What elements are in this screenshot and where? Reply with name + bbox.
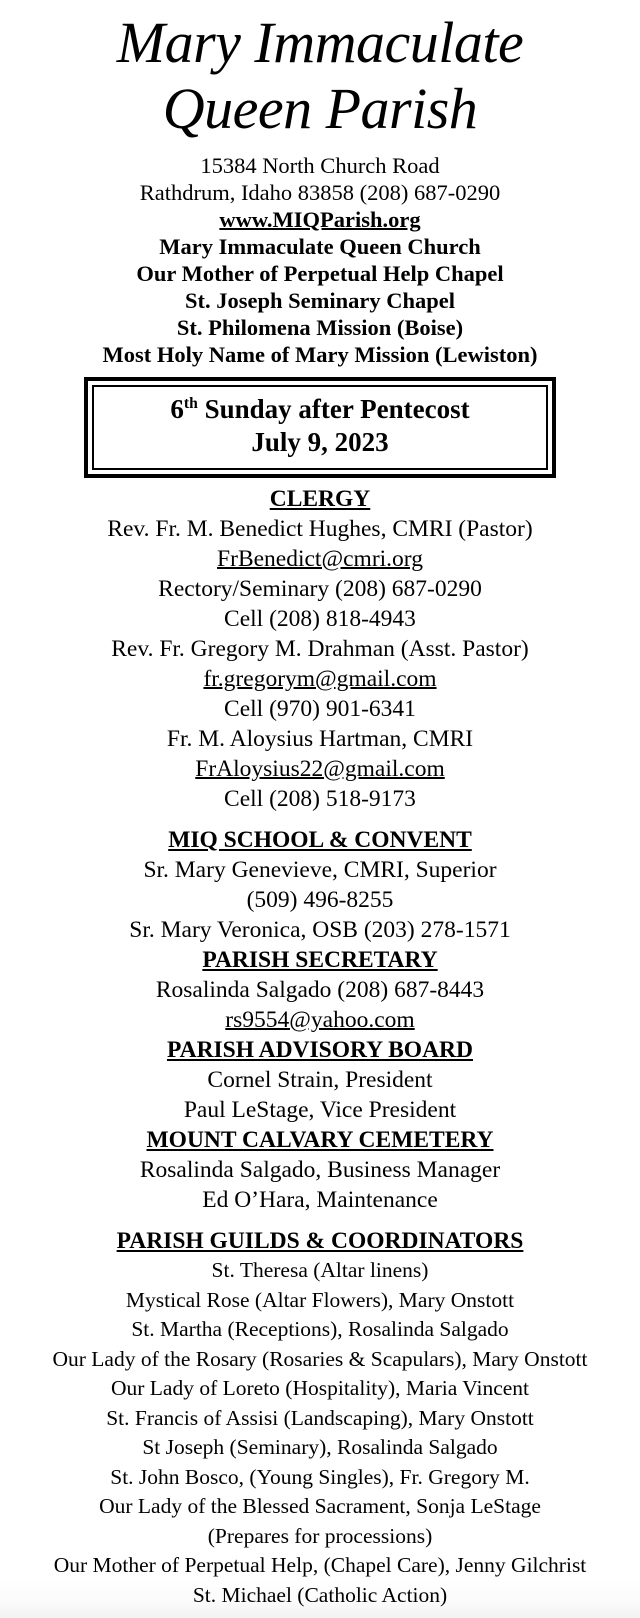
directory-entry: (509) 496-8255 (246, 887, 394, 913)
guild-entry: Our Lady of Loreto (Hospitality), Maria Vincent (110, 1376, 530, 1400)
city-state-phone: Rathdrum, Idaho 83858 (208) 687-0290 (139, 180, 501, 205)
directory-entry: Paul LeStage, Vice President (183, 1097, 457, 1123)
directory-entry: Rosalinda Salgado (208) 687-8443 (155, 977, 485, 1003)
email-link[interactable]: FrAloysius22@gmail.com (195, 756, 445, 782)
parish-masthead (0, 0, 640, 141)
directory-entry: Rev. Fr. M. Benedict Hughes, CMRI (Pastor) (107, 516, 533, 542)
email-link[interactable]: fr.gregorym@gmail.com (203, 666, 437, 692)
guild-entry: Our Lady of the Blessed Sacrament, Sonja LeStage (99, 1494, 541, 1518)
occasion-description: Sunday after Pentecost (197, 394, 470, 424)
guild-entry: St. Francis of Assisi (Landscaping), Mary Onstott (106, 1405, 534, 1430)
section-parish-secretary (0, 945, 640, 1035)
parish-directory (0, 484, 640, 1215)
guild-entry: (Prepares for processions) (207, 1523, 433, 1548)
email-link[interactable]: FrBenedict@cmri.org (217, 546, 423, 572)
parish-locations-list (0, 233, 640, 368)
directory-entry: Rosalinda Salgado, Business Manager (139, 1157, 501, 1183)
section-mount-calvary-cemetery (0, 1125, 640, 1215)
section-heading-parish-guilds: PARISH GUILDS & COORDINATORS (116, 1228, 524, 1254)
directory-entry: Cell (970) 901-6341 (224, 696, 416, 722)
guild-entry: St. Theresa (Altar linens) (211, 1258, 429, 1282)
liturgical-occasion (98, 393, 542, 426)
location-item: St. Joseph Seminary Chapel (184, 288, 456, 313)
section-heading-mount-calvary-cemetery: MOUNT CALVARY CEMETERY (146, 1127, 494, 1153)
directory-entry: Cell (208) 818-4943 (224, 606, 416, 632)
parish-title-line-1: Mary Immaculate (116, 10, 524, 75)
location-item: Mary Immaculate Queen Church (159, 234, 481, 259)
guild-entry: St. Martha (Receptions), Rosalinda Salgado (131, 1317, 509, 1341)
directory-entry: Sr. Mary Genevieve, CMRI, Superior (143, 857, 497, 883)
location-item: Our Mother of Perpetual Help Chapel (136, 261, 504, 286)
directory-entry: Cornel Strain, President (207, 1067, 433, 1093)
guild-entry: Our Mother of Perpetual Help, (Chapel Care), Jenny Gilchrist (53, 1553, 587, 1577)
directory-entry: Cell (208) 518-9173 (224, 786, 416, 812)
section-parish-advisory-board (0, 1035, 640, 1125)
parish-title-line-2: Queen Parish (162, 76, 478, 141)
directory-entry: Sr. Mary Veronica, OSB (203) 278-1571 (129, 917, 511, 943)
street-address: 15384 North Church Road (200, 153, 440, 178)
liturgical-date-box (84, 377, 556, 478)
parish-address-block (0, 152, 640, 368)
directory-entry: Ed O’Hara, Maintenance (202, 1187, 438, 1213)
section-heading-clergy: CLERGY (269, 486, 371, 512)
guild-entry: St. Michael (Catholic Action) (192, 1582, 448, 1607)
liturgical-date-box-inner (92, 385, 548, 470)
location-item: Most Holy Name of Mary Mission (Lewiston) (102, 342, 538, 367)
bulletin-date: July 9, 2023 (251, 427, 389, 457)
email-link[interactable]: rs9554@yahoo.com (225, 1007, 415, 1033)
section-heading-parish-secretary: PARISH SECRETARY (202, 947, 438, 973)
section-heading-parish-advisory-board: PARISH ADVISORY BOARD (166, 1037, 474, 1063)
guild-entry: St Joseph (Seminary), Rosalinda Salgado (142, 1435, 498, 1459)
section-clergy (0, 484, 640, 814)
occasion-number: 6 (170, 394, 184, 424)
directory-entry: Rev. Fr. Gregory M. Drahman (Asst. Pastor) (111, 636, 529, 662)
occasion-ordinal-suffix: th (183, 395, 198, 412)
section-parish-guilds (0, 1226, 640, 1610)
directory-entry: Rectory/Seminary (208) 687-0290 (158, 576, 482, 602)
parish-website-link[interactable]: www.MIQParish.org (219, 207, 421, 232)
guild-entry: St. John Bosco, (Young Singles), Fr. Gregory M. (110, 1464, 530, 1489)
location-item: St. Philomena Mission (Boise) (176, 315, 464, 340)
guild-entry: Mystical Rose (Altar Flowers), Mary Onstott (125, 1287, 515, 1312)
section-heading-school-convent: MIQ SCHOOL & CONVENT (168, 827, 472, 853)
guild-entry: Our Lady of the Rosary (Rosaries & Scapulars), Mary Onstott (52, 1346, 588, 1371)
directory-entry: Fr. M. Aloysius Hartman, CMRI (166, 726, 474, 752)
section-school-convent (0, 825, 640, 945)
